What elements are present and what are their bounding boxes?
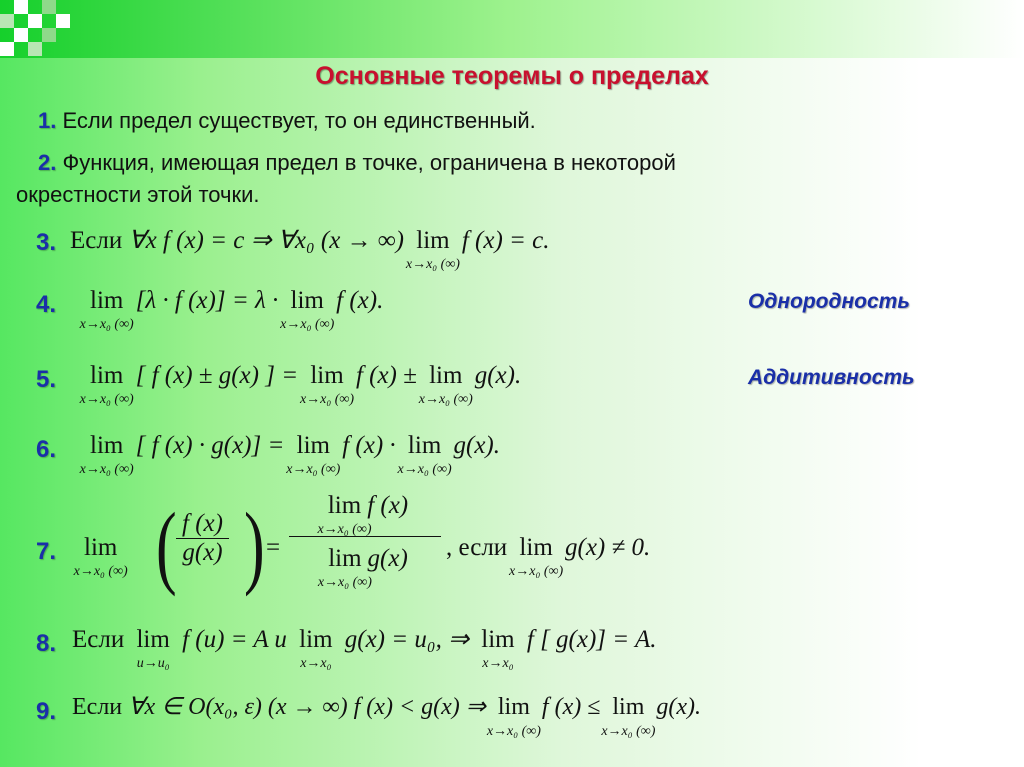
limit-operator: lim x→x₀ (∞)	[280, 287, 335, 332]
theorem-2	[38, 150, 676, 176]
formula-3	[70, 225, 550, 272]
limit-operator: lim x→x₀ (∞)	[397, 432, 452, 477]
property-homogeneity: Однородность	[748, 290, 910, 313]
formula-part: f (x).	[336, 287, 384, 314]
limit-operator: lim x→x₀ (∞)	[405, 227, 460, 272]
corner-decoration	[0, 0, 72, 58]
fraction-inner: $\frac{f (x)}{g(x)}$	[176, 510, 229, 567]
fraction-denominator: lim x→x₀ (∞) g(x)	[289, 536, 441, 573]
fraction-numerator: lim x→x₀ (∞) f (x)	[317, 492, 409, 537]
limit-operator: lim x→x₀ (∞)	[286, 432, 341, 477]
theorem-1	[38, 108, 536, 134]
limit-operator: lim x→x₀	[481, 626, 515, 671]
item-number: 3.	[36, 229, 57, 256]
formula-part: f (x) ±	[355, 362, 417, 389]
item-number: 1.	[38, 108, 57, 133]
limit-operator: lim x→x₀ (∞)	[73, 534, 128, 579]
left-paren: (	[156, 495, 177, 598]
formula-6	[79, 432, 501, 477]
limit-operator: lim x→x₀ (∞)	[79, 432, 134, 477]
if-word: Если	[72, 694, 123, 720]
formula-part: g(x).	[656, 694, 702, 720]
limit-operator: lim x→x₀ (∞)	[601, 694, 656, 739]
formula-part: f [ g(x)] = A.	[526, 626, 657, 653]
limit-operator: lim u→u₀	[136, 626, 170, 671]
formula-9	[72, 692, 702, 739]
limit-operator: lim x→x₀ (∞)	[418, 362, 473, 407]
item-number: 5.	[36, 366, 57, 393]
right-paren: )	[244, 495, 265, 598]
fraction-limits	[289, 492, 441, 590]
item-number: 2.	[38, 150, 57, 175]
theorem-2-cont: окрестности этой точки.	[16, 182, 260, 207]
theorem-text: Функция, имеющая предел в точке, ограничена в некоторой	[62, 150, 676, 175]
formula-part: [λ · f (x)] = λ ·	[135, 287, 279, 314]
item-number: 7.	[36, 538, 57, 565]
formula-part: g(x).	[453, 432, 501, 459]
formula-part: [ f (x) ± g(x) ] =	[135, 362, 299, 389]
limit-operator: lim x→x₀ (∞)	[79, 362, 134, 407]
limit-operator: lim x→x₀ (∞)	[299, 362, 355, 407]
limit-operator: lim x→x₀ (∞)	[486, 694, 541, 739]
limit-operator: lim x→x₀ (∞)	[79, 287, 134, 332]
equals-sign: =	[266, 534, 281, 561]
formula-part: g(x) = u₀, ⇒	[344, 626, 470, 653]
formula-part: ∀x f (x) = c ⇒ ∀x₀ (x → ∞)	[128, 227, 404, 254]
formula-part: f (u) = A и	[182, 626, 287, 653]
if-word: Если	[70, 227, 123, 254]
if-word: Если	[72, 626, 125, 653]
formula-part: [ f (x) · g(x)] =	[135, 432, 285, 459]
formula-8	[72, 624, 657, 671]
item-number: 6.	[36, 436, 57, 463]
formula-part: g(x).	[474, 362, 522, 389]
formula-part: f (x) ≤	[541, 694, 601, 720]
condition: , если lim x→x₀ (∞) g(x) ≠ 0.	[446, 534, 651, 579]
formula-part: f (x) ·	[342, 432, 396, 459]
item-number: 9.	[36, 698, 57, 725]
formula-5	[79, 362, 522, 407]
header-band	[0, 0, 1024, 58]
slide-title: Основные теоремы о пределах	[315, 62, 709, 90]
formula-part: f (x) = c.	[461, 227, 550, 254]
item-number: 8.	[36, 630, 57, 657]
theorem-text: Если предел существует, то он единственный.	[62, 108, 536, 133]
item-number: 4.	[36, 291, 57, 318]
property-additivity: Аддитивность	[748, 366, 915, 389]
formula-part: ∀x ∈ O(x₀, ε) (x → ∞) f (x) < g(x) ⇒	[128, 694, 486, 720]
formula-4	[79, 287, 384, 332]
limit-operator: lim x→x₀	[299, 626, 333, 671]
